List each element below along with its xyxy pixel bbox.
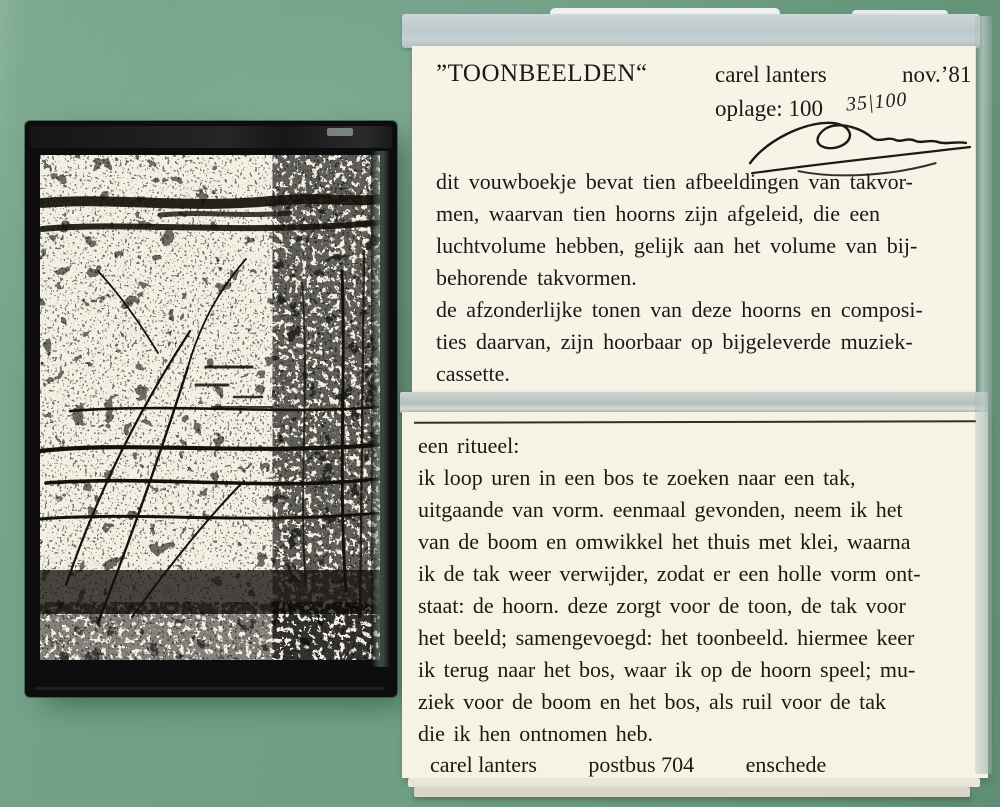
- ritual-text-line: ik loop uren in een bos te zoeken naar een tak,: [418, 465, 856, 490]
- ritual-text-line: ik terug naar het bos, waar ik op de hoorn speel; mu-: [418, 657, 916, 682]
- intro-text-line: de afzonderlijke tonen van deze hoorns en composi-: [436, 297, 923, 322]
- sleeve-right-edge: [975, 16, 992, 774]
- intro-text-line: behorende takvormen.: [436, 265, 637, 290]
- edition-number-handwritten: 35|100: [845, 88, 909, 116]
- footer-pobox: postbus 704: [588, 752, 695, 777]
- ritual-text-line: ziek voor de boom en het bos, als ruil voor de tak: [418, 689, 887, 714]
- contact-line: [430, 752, 826, 778]
- info-card-bottom: [402, 412, 988, 778]
- ritual-text-line: ik de tak weer verwijder, zodat er een holle vorm ont-: [418, 561, 921, 586]
- ritual-text-line: staat: de hoorn. deze zorgt voor de toon, de tak voor: [418, 593, 906, 618]
- intro-text-line: cassette.: [436, 361, 510, 386]
- date-label: nov.’81: [902, 62, 972, 87]
- footer-name: carel lanters: [430, 752, 537, 777]
- cassette-hinge-pin: [327, 128, 353, 136]
- cassette-case: [25, 121, 397, 697]
- intro-text-line: dit vouwboekje bevat tien afbeeldingen van takvor-: [436, 169, 913, 194]
- ritual-text-line: het beeld; samengevoegd: het toonbeeld. hiermee keer: [418, 625, 915, 650]
- info-card-top: [412, 46, 976, 392]
- cassette-clear-edge: [371, 151, 391, 667]
- card-stack-edge: [414, 787, 970, 797]
- cassette-bottom-edge: [35, 687, 385, 690]
- edition-label: oplage: 100: [715, 96, 823, 121]
- intro-text-block: [436, 166, 923, 390]
- divider-rule: [414, 420, 976, 423]
- ritual-text-line: een ritueel:: [418, 433, 520, 458]
- sleeve-top-fold: [402, 14, 980, 48]
- ritual-text-line: van de boom en omwikkel het thuis met klei, waarna: [418, 529, 911, 554]
- intro-text-line: men, waarvan tien hoorns zijn afgeleid, die een: [436, 201, 881, 226]
- branch-print-artwork: [40, 155, 380, 660]
- footer-city: enschede: [745, 752, 827, 777]
- plastic-sleeve: [400, 8, 992, 800]
- sleeve-middle-fold: [400, 392, 988, 413]
- ritual-text-line: uitgaande van vorm. eenmaal gevonden, neem ik het: [418, 497, 903, 522]
- artist-name: carel lanters: [715, 62, 827, 87]
- card-title: ”TOONBEELDEN“: [436, 60, 648, 87]
- card-stack-edge: [408, 778, 980, 787]
- intro-text-line: ties daarvan, zijn hoorbaar op bijgeleverde muziek-: [436, 329, 913, 354]
- intro-text-line: luchtvolume hebben, gelijk aan het volume van bij-: [436, 233, 918, 258]
- signature-graphic: [742, 112, 974, 186]
- ritual-text-line: die ik hen ontnomen heb.: [418, 721, 654, 746]
- ritual-text-block: [418, 430, 921, 750]
